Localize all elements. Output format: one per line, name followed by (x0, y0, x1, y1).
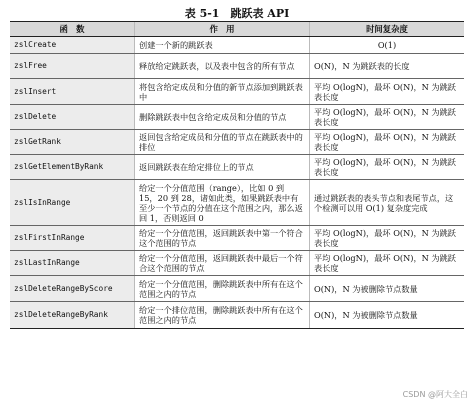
function-name-cell: zslLastInRange (10, 251, 135, 275)
table-row (10, 226, 464, 251)
function-name-cell: zslInsert (10, 79, 135, 104)
api-table (10, 21, 464, 329)
table-row (10, 251, 464, 276)
complexity-cell: 平均 O(logN)，最坏 O(N)，N 为跳跃表长度 (314, 253, 456, 273)
header-complexity: 时间复杂度 (310, 22, 464, 36)
purpose-cell: 给定一个排位范围，删除跳跃表中所有在这个范围之内的节点 (135, 302, 310, 328)
purpose-cell: 删除跳跃表中包含给定成员和分值的节点 (135, 105, 310, 129)
table-row (10, 180, 464, 226)
function-name-cell: zslIsInRange (10, 180, 135, 225)
complexity-cell: 平均 O(logN)，最坏 O(N)，N 为跳跃表长度 (314, 157, 456, 177)
purpose-cell: 将包含给定成员和分值的新节点添加到跳跃表中 (135, 79, 310, 104)
complexity-cell: O(1) (377, 40, 397, 50)
function-name-cell: zslDelete (10, 105, 135, 129)
purpose-cell: 给定一个分值范围，返回跳跃表中第一个符合这个范围的节点 (135, 226, 310, 250)
table-row (10, 130, 464, 155)
function-name-cell: zslFirstInRange (10, 226, 135, 250)
purpose-cell: 返回包含给定成员和分值的节点在跳跃表中的排位 (135, 130, 310, 154)
function-name-cell: zslGetElementByRank (10, 155, 135, 179)
complexity-cell: 平均 O(logN)，最坏 O(N)，N 为跳跃表长度 (314, 81, 456, 102)
table-row (10, 105, 464, 130)
purpose-cell: 给定一个分值范围，删除跳跃表中所有在这个范围之内的节点 (135, 276, 310, 301)
function-name-cell: zslGetRank (10, 130, 135, 154)
function-name-cell: zslDeleteRangeByRank (10, 302, 135, 328)
purpose-cell: 释放给定跳跃表，以及表中包含的所有节点 (135, 54, 310, 78)
complexity-cell: 通过跳跃表的表头节点和表尾节点，这个检测可以用 O(1) 复杂度完成 (314, 192, 454, 213)
header-purpose: 作 用 (135, 22, 310, 36)
function-name-cell: zslDeleteRangeByScore (10, 276, 135, 301)
complexity-cell: O(N)，N 为被删除节点数量 (314, 310, 418, 320)
watermark: CSDN @阿大全白 (402, 390, 468, 399)
purpose-cell: 给定一个分值范围（range），比如 0 到 15，20 到 28，诸如此类，如果跳跃表中有至少一个节点的分值在这个范围之内，那么返回 1，否则返回 0 (135, 180, 310, 225)
table-row (10, 54, 464, 79)
table-header-row (10, 22, 464, 37)
header-function: 函 数 (10, 22, 135, 36)
table-row (10, 79, 464, 105)
table-row (10, 155, 464, 180)
purpose-cell: 创建一个新的跳跃表 (135, 37, 310, 53)
complexity-cell: O(N)，N 为跳跃表的长度 (314, 61, 410, 71)
table-row (10, 37, 464, 54)
purpose-cell: 给定一个分值范围，返回跳跃表中最后一个符合这个范围的节点 (135, 251, 310, 275)
function-name-cell: zslCreate (10, 37, 135, 53)
complexity-cell: 平均 O(logN)，最坏 O(N)，N 为跳跃表长度 (314, 228, 456, 248)
function-name-cell: zslFree (10, 54, 135, 78)
complexity-cell: 平均 O(logN)，最坏 O(N)，N 为跳跃表长度 (314, 107, 456, 127)
purpose-cell: 返回跳跃表在给定排位上的节点 (135, 155, 310, 179)
complexity-cell: 平均 O(logN)，最坏 O(N)，N 为跳跃表长度 (314, 132, 456, 152)
table-row (10, 276, 464, 302)
table-row (10, 302, 464, 328)
table-title: 表 5-1 跳跃表 API (184, 7, 290, 20)
complexity-cell: O(N)，N 为被删除节点数量 (314, 283, 418, 294)
